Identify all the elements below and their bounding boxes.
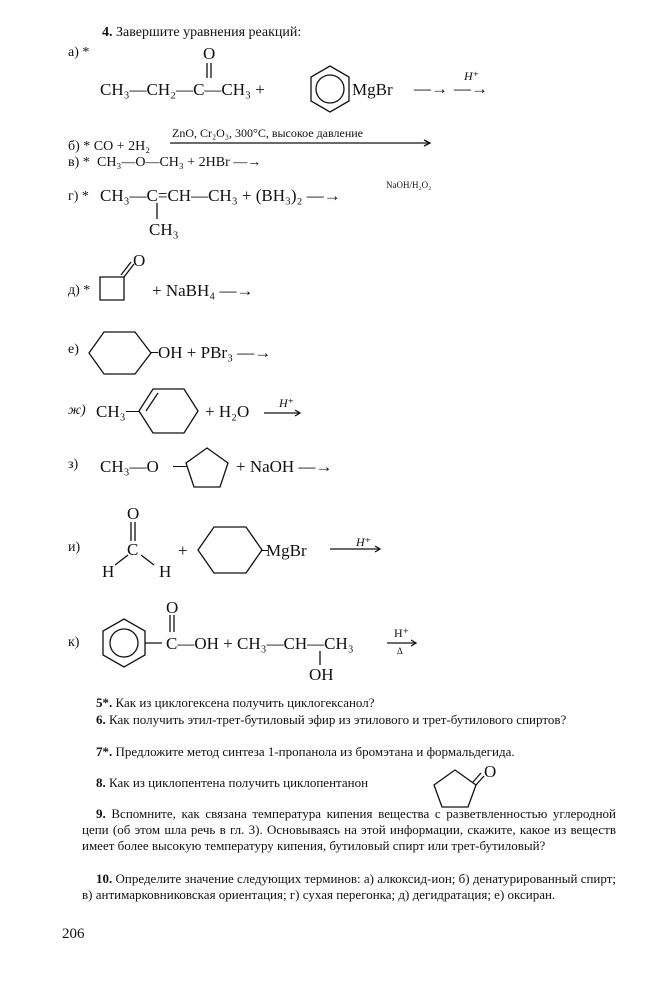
formaldehyde-ch-right [141, 555, 154, 565]
question-6-text: Как получить этил-трет-бутиловый эфир из этилового и трет-бутилового спиртов? [109, 712, 567, 727]
carbonyl-bond-d2 [121, 262, 131, 275]
question-8-text: Как из циклопентена получить циклопентанон [109, 775, 369, 790]
question-7-number: 7*. [96, 744, 113, 759]
question-8 [96, 775, 426, 791]
benzene-ring-k [103, 619, 145, 667]
reaction-e-label: е) [68, 342, 79, 357]
reaction-e-formula: OH + PBr₃ —→ [158, 343, 272, 362]
reaction-g-conditions: NaOH/H₂O₂ [386, 180, 432, 190]
catalyst-i: H⁺ [356, 535, 371, 549]
reaction-i-label: и) [68, 540, 81, 555]
question-9-text: Вспомните, как связана температура кипения вещества с разветвленностью углеродной цепи (об этом шла речь в гл. 3). Основываясь на этой информации, скажите, какое из веществ имеет более высокую температуру кипения, бутиловый спирт или трет-бутиловый? [82, 806, 616, 853]
formaldehyde-oxygen: O [127, 504, 140, 523]
ether-ring-bond [173, 466, 187, 467]
benzene-circle-k [110, 629, 138, 657]
reaction-zh-methyl: CH₃ [96, 402, 126, 421]
reaction-i-plus: + [178, 541, 188, 560]
reaction-k-formula: C—OH + CH₃—CH—CH₃ [166, 634, 354, 653]
reaction-b-label: б) * CO + 2H₂ [68, 139, 151, 154]
cyclopentanone-oxygen: O [484, 762, 497, 781]
question-8-number: 8. [96, 775, 106, 790]
reaction-v-formula: CH₃—O—CH₃ + 2HBr —→ [97, 155, 262, 170]
exercise-title: Завершите уравнения реакций: [116, 25, 302, 40]
reaction-a-label: а) * [68, 45, 90, 60]
cyclobutanone-oxygen: O [133, 251, 146, 270]
question-7 [96, 744, 616, 760]
reaction-k-label: к) [68, 635, 80, 650]
reaction-d-formula: + NaBH₄ —→ [152, 281, 254, 300]
cyclopentanone-ring [434, 770, 476, 807]
reaction-g-formula: CH₃—C=CH—CH₃ + (BH₃)₂ —→ [100, 186, 341, 205]
benzoic-oxygen: O [166, 598, 179, 617]
question-5-number: 5*. [96, 695, 113, 710]
heat-symbol-k: Δ [397, 646, 403, 656]
reaction-z-label: з) [68, 457, 79, 472]
reaction-g-branch: CH₃ [149, 220, 179, 239]
reaction-b-conditions: ZnO, Cr₂O₃, 300°C, высокое давление [172, 126, 364, 140]
methyl-ring-bond [126, 411, 139, 412]
catalyst-zh: H⁺ [279, 396, 294, 410]
isopropanol-hydroxyl: OH [309, 665, 334, 684]
question-9 [82, 806, 616, 854]
reaction-g-label: г) * [68, 189, 89, 204]
question-6 [82, 712, 616, 728]
cyclohexane-ring-e-shape [89, 332, 151, 374]
ketone-formula: CH₃—CH₂—C—CH₃ + [100, 80, 265, 99]
formaldehyde-h-right: H [159, 562, 172, 581]
cyclohexyl-ring-i [198, 527, 262, 573]
cyclohexanol-bond [150, 352, 158, 353]
catalyst-a: H⁺ [464, 69, 479, 83]
arrow-a: —→ [414, 79, 448, 98]
reaction-z-ether: CH₃—O [100, 457, 159, 476]
reaction-d-label: д) * [68, 283, 91, 298]
question-9-number: 9. [96, 806, 106, 821]
cyclopentane-ring-z [186, 448, 228, 487]
question-10-number: 10. [96, 871, 113, 886]
grignard-reagent-a: MgBr [352, 80, 393, 99]
reaction-z-formula: + NaOH —→ [236, 457, 333, 476]
question-5 [96, 695, 616, 711]
formaldehyde-carbon: C [127, 540, 139, 559]
cyclohexene-ring [139, 389, 198, 433]
question-6-number: 6. [96, 712, 106, 727]
question-10 [82, 871, 616, 903]
formaldehyde-h-left: H [102, 562, 115, 581]
question-5-text: Как из циклогексена получить циклогексанол? [115, 695, 375, 710]
benzene-ring-a [311, 66, 349, 112]
reaction-v-label: в) * [68, 155, 90, 170]
grignard-reagent-i: MgBr [266, 541, 307, 560]
question-10-text: Определите значение следующих терминов: а) алкоксид-ион; б) денатурированный спирт; в) антимарковниковская ориентация; г) сухая перегонка; д) дегидратация; е) оксиран. [82, 871, 616, 902]
benzene-circle-a [316, 75, 344, 103]
arrow-a-2: —→ [454, 79, 488, 98]
page-number: 206 [62, 926, 85, 942]
question-7-text: Предложите метод синтеза 1-пропанола из бромэтана и формальдегида. [115, 744, 515, 759]
exercise-number: 4. [102, 25, 113, 40]
reaction-zh-label: ж) [68, 403, 86, 418]
ketone-oxygen: O [203, 44, 216, 63]
ring-double-bond [146, 393, 158, 411]
cyclobutane-ring [100, 277, 124, 300]
catalyst-k: H⁺ [394, 626, 409, 640]
reaction-zh-formula: + H₂O [205, 402, 250, 421]
